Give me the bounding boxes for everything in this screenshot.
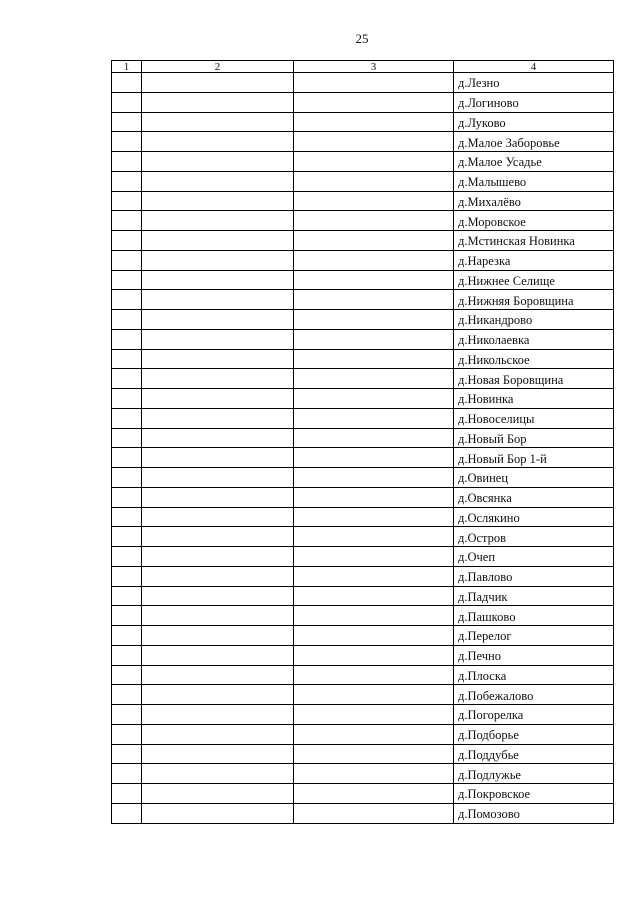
cell-col-3 — [294, 191, 454, 211]
cell-col-3 — [294, 803, 454, 823]
cell-col-1 — [112, 507, 142, 527]
cell-col-3 — [294, 527, 454, 547]
table-row — [112, 152, 614, 172]
cell-col-2 — [142, 764, 294, 784]
cell-col-4: д.Моровское — [454, 211, 614, 231]
cell-col-1 — [112, 369, 142, 389]
cell-col-1 — [112, 171, 142, 191]
cell-col-4: д.Плоска — [454, 665, 614, 685]
table-row — [112, 349, 614, 369]
cell-col-4: д.Пашково — [454, 606, 614, 626]
table-row — [112, 803, 614, 823]
header-col-4: 4 — [454, 61, 614, 73]
cell-col-2 — [142, 250, 294, 270]
cell-col-3 — [294, 152, 454, 172]
table-row — [112, 171, 614, 191]
cell-col-2 — [142, 803, 294, 823]
cell-col-4: д.Остров — [454, 527, 614, 547]
cell-col-2 — [142, 310, 294, 330]
table-row — [112, 645, 614, 665]
cell-col-1 — [112, 645, 142, 665]
cell-col-3 — [294, 724, 454, 744]
table-row — [112, 369, 614, 389]
cell-col-2 — [142, 171, 294, 191]
cell-col-2 — [142, 468, 294, 488]
table-row — [112, 784, 614, 804]
cell-col-4: д.Логиново — [454, 92, 614, 112]
table-row — [112, 586, 614, 606]
table-row — [112, 705, 614, 725]
cell-col-1 — [112, 250, 142, 270]
cell-col-1 — [112, 428, 142, 448]
cell-col-1 — [112, 92, 142, 112]
cell-col-3 — [294, 606, 454, 626]
cell-col-4: д.Погорелка — [454, 705, 614, 725]
header-col-2: 2 — [142, 61, 294, 73]
cell-col-2 — [142, 211, 294, 231]
table-header — [112, 61, 614, 73]
cell-col-3 — [294, 112, 454, 132]
cell-col-4: д.Никольское — [454, 349, 614, 369]
table-row — [112, 112, 614, 132]
cell-col-3 — [294, 744, 454, 764]
cell-col-4: д.Побежалово — [454, 685, 614, 705]
cell-col-3 — [294, 270, 454, 290]
cell-col-4: д.Новая Боровщина — [454, 369, 614, 389]
table-row — [112, 566, 614, 586]
cell-col-4: д.Никандрово — [454, 310, 614, 330]
cell-col-2 — [142, 408, 294, 428]
cell-col-2 — [142, 665, 294, 685]
table-row — [112, 507, 614, 527]
cell-col-4: д.Подборье — [454, 724, 614, 744]
cell-col-3 — [294, 685, 454, 705]
table-row — [112, 231, 614, 251]
header-col-3: 3 — [294, 61, 454, 73]
cell-col-2 — [142, 448, 294, 468]
table-row — [112, 724, 614, 744]
cell-col-3 — [294, 329, 454, 349]
cell-col-4: д.Падчик — [454, 586, 614, 606]
table-row — [112, 250, 614, 270]
cell-col-4: д.Помозово — [454, 803, 614, 823]
cell-col-2 — [142, 626, 294, 646]
cell-col-3 — [294, 211, 454, 231]
cell-col-2 — [142, 784, 294, 804]
cell-col-1 — [112, 724, 142, 744]
cell-col-3 — [294, 250, 454, 270]
cell-col-1 — [112, 408, 142, 428]
cell-col-2 — [142, 705, 294, 725]
cell-col-1 — [112, 487, 142, 507]
cell-col-3 — [294, 171, 454, 191]
table-row — [112, 270, 614, 290]
cell-col-1 — [112, 468, 142, 488]
cell-col-1 — [112, 448, 142, 468]
cell-col-3 — [294, 310, 454, 330]
cell-col-1 — [112, 685, 142, 705]
cell-col-2 — [142, 428, 294, 448]
header-col-1: 1 — [112, 61, 142, 73]
table-row — [112, 448, 614, 468]
cell-col-1 — [112, 764, 142, 784]
cell-col-1 — [112, 329, 142, 349]
cell-col-3 — [294, 290, 454, 310]
cell-col-4: д.Михалёво — [454, 191, 614, 211]
cell-col-3 — [294, 369, 454, 389]
table-row — [112, 329, 614, 349]
cell-col-4: д.Печно — [454, 645, 614, 665]
settlements-table — [111, 60, 614, 824]
table-row — [112, 744, 614, 764]
cell-col-3 — [294, 764, 454, 784]
cell-col-2 — [142, 389, 294, 409]
cell-col-3 — [294, 566, 454, 586]
cell-col-1 — [112, 231, 142, 251]
cell-col-4: д.Поддубье — [454, 744, 614, 764]
cell-col-4: д.Подлужье — [454, 764, 614, 784]
table-row — [112, 290, 614, 310]
cell-col-1 — [112, 527, 142, 547]
cell-col-1 — [112, 705, 142, 725]
cell-col-2 — [142, 270, 294, 290]
cell-col-2 — [142, 487, 294, 507]
cell-col-2 — [142, 152, 294, 172]
table-row — [112, 487, 614, 507]
cell-col-3 — [294, 231, 454, 251]
cell-col-4: д.Покровское — [454, 784, 614, 804]
cell-col-4: д.Новоселицы — [454, 408, 614, 428]
cell-col-4: д.Новинка — [454, 389, 614, 409]
cell-col-1 — [112, 606, 142, 626]
table-row — [112, 665, 614, 685]
cell-col-4: д.Нижнее Селище — [454, 270, 614, 290]
cell-col-3 — [294, 428, 454, 448]
cell-col-3 — [294, 448, 454, 468]
cell-col-3 — [294, 349, 454, 369]
cell-col-1 — [112, 191, 142, 211]
table-row — [112, 606, 614, 626]
cell-col-1 — [112, 566, 142, 586]
cell-col-2 — [142, 92, 294, 112]
cell-col-1 — [112, 784, 142, 804]
table-row — [112, 92, 614, 112]
cell-col-3 — [294, 645, 454, 665]
cell-col-1 — [112, 665, 142, 685]
cell-col-4: д.Нижняя Боровщина — [454, 290, 614, 310]
cell-col-4: д.Нарезка — [454, 250, 614, 270]
table-row — [112, 310, 614, 330]
cell-col-2 — [142, 685, 294, 705]
cell-col-1 — [112, 270, 142, 290]
table-row — [112, 626, 614, 646]
cell-col-2 — [142, 112, 294, 132]
cell-col-1 — [112, 547, 142, 567]
cell-col-2 — [142, 290, 294, 310]
cell-col-4: д.Мстинская Новинка — [454, 231, 614, 251]
table-row — [112, 527, 614, 547]
cell-col-1 — [112, 211, 142, 231]
cell-col-1 — [112, 586, 142, 606]
cell-col-2 — [142, 369, 294, 389]
table-body — [112, 73, 614, 824]
cell-col-2 — [142, 132, 294, 152]
cell-col-4: д.Лезно — [454, 73, 614, 93]
cell-col-2 — [142, 191, 294, 211]
cell-col-2 — [142, 527, 294, 547]
table-row — [112, 408, 614, 428]
cell-col-1 — [112, 132, 142, 152]
cell-col-4: д.Малое Заборовье — [454, 132, 614, 152]
cell-col-1 — [112, 389, 142, 409]
cell-col-2 — [142, 724, 294, 744]
cell-col-1 — [112, 349, 142, 369]
cell-col-4: д.Новый Бор — [454, 428, 614, 448]
cell-col-2 — [142, 645, 294, 665]
cell-col-2 — [142, 547, 294, 567]
cell-col-3 — [294, 705, 454, 725]
table-row — [112, 191, 614, 211]
cell-col-3 — [294, 389, 454, 409]
cell-col-4: д.Малое Усадье — [454, 152, 614, 172]
cell-col-3 — [294, 507, 454, 527]
table-row — [112, 389, 614, 409]
cell-col-1 — [112, 152, 142, 172]
cell-col-2 — [142, 231, 294, 251]
table-row — [112, 685, 614, 705]
page-number: 25 — [355, 31, 369, 46]
table-row — [112, 547, 614, 567]
cell-col-3 — [294, 73, 454, 93]
cell-col-3 — [294, 547, 454, 567]
table-row — [112, 764, 614, 784]
table-row — [112, 468, 614, 488]
cell-col-3 — [294, 626, 454, 646]
header-row — [112, 61, 614, 73]
cell-col-1 — [112, 112, 142, 132]
cell-col-2 — [142, 73, 294, 93]
cell-col-2 — [142, 329, 294, 349]
cell-col-4: д.Павлово — [454, 566, 614, 586]
cell-col-4: д.Овсянка — [454, 487, 614, 507]
cell-col-1 — [112, 744, 142, 764]
cell-col-1 — [112, 803, 142, 823]
cell-col-2 — [142, 744, 294, 764]
cell-col-4: д.Новый Бор 1-й — [454, 448, 614, 468]
cell-col-2 — [142, 606, 294, 626]
cell-col-2 — [142, 349, 294, 369]
cell-col-3 — [294, 132, 454, 152]
cell-col-3 — [294, 665, 454, 685]
table-row — [112, 132, 614, 152]
cell-col-3 — [294, 586, 454, 606]
cell-col-3 — [294, 92, 454, 112]
cell-col-1 — [112, 626, 142, 646]
cell-col-4: д.Малышево — [454, 171, 614, 191]
cell-col-3 — [294, 784, 454, 804]
table-row — [112, 428, 614, 448]
cell-col-4: д.Ослякино — [454, 507, 614, 527]
cell-col-4: д.Николаевка — [454, 329, 614, 349]
cell-col-2 — [142, 586, 294, 606]
cell-col-2 — [142, 566, 294, 586]
cell-col-4: д.Перелог — [454, 626, 614, 646]
cell-col-1 — [112, 73, 142, 93]
table-row — [112, 211, 614, 231]
cell-col-1 — [112, 290, 142, 310]
cell-col-4: д.Овинец — [454, 468, 614, 488]
cell-col-3 — [294, 487, 454, 507]
cell-col-1 — [112, 310, 142, 330]
table-row — [112, 73, 614, 93]
cell-col-4: д.Очеп — [454, 547, 614, 567]
cell-col-4: д.Луково — [454, 112, 614, 132]
cell-col-3 — [294, 408, 454, 428]
cell-col-2 — [142, 507, 294, 527]
cell-col-3 — [294, 468, 454, 488]
